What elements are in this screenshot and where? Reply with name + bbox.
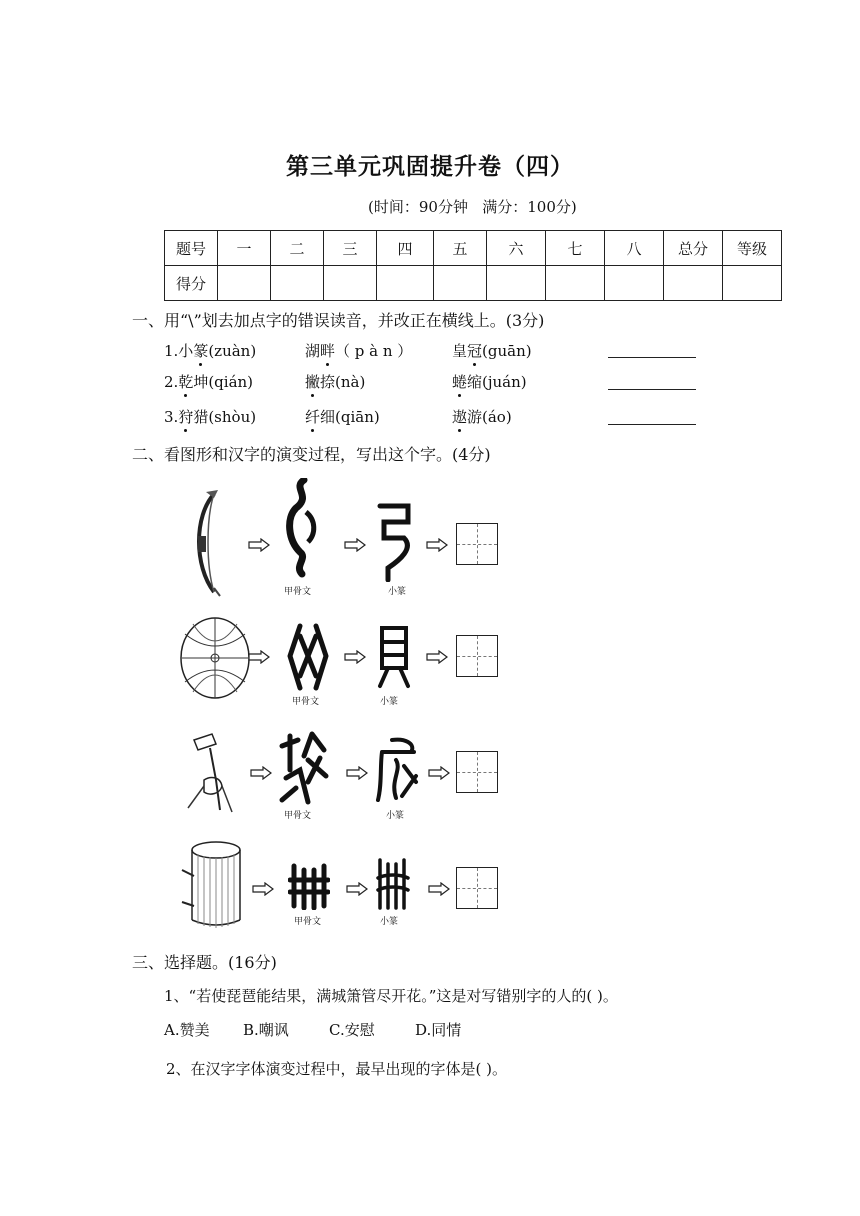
score-header-cell: 总分	[664, 231, 723, 266]
option-a[interactable]: A.赞美	[164, 1021, 210, 1039]
score-cell[interactable]	[324, 266, 377, 301]
pinyin-item: 皇冠(guān)	[452, 342, 532, 360]
exam-info: (时间：90分钟 满分：100分)	[368, 198, 577, 216]
arrow-icon	[252, 882, 274, 896]
option-c[interactable]: C.安慰	[329, 1021, 375, 1039]
section1-heading: 一、用“\”划去加点字的错误读音，并改正在横线上。(3分)	[132, 311, 545, 330]
arrow-icon	[346, 882, 368, 896]
dotted-char: 篆	[193, 342, 209, 360]
seal-label: 小篆	[388, 587, 407, 597]
answer-blank[interactable]	[608, 424, 696, 425]
score-cell[interactable]	[377, 266, 434, 301]
dotted-char: 狩	[178, 408, 194, 426]
question-1: 1、“若使琵琶能结果，满城箫管尽开花。”这是对写错别字的人的( )。	[164, 987, 618, 1005]
arrow-icon	[428, 882, 450, 896]
score-row-label: 得分	[165, 266, 218, 301]
bow-seal-glyph	[374, 498, 418, 582]
arrow-icon	[248, 650, 270, 664]
oracle-label: 甲骨文	[284, 587, 312, 597]
score-table	[164, 230, 782, 301]
score-header-cell: 七	[546, 231, 605, 266]
arrow-icon	[428, 766, 450, 780]
arrow-icon	[346, 766, 368, 780]
score-cell[interactable]	[487, 266, 546, 301]
oracle-label: 甲骨文	[284, 811, 312, 821]
score-header-cell: 二	[271, 231, 324, 266]
bamboo-oracle-glyph	[288, 862, 330, 910]
answer-box[interactable]	[456, 751, 498, 793]
oracle-label: 甲骨文	[292, 697, 320, 707]
score-table-score-row	[165, 266, 782, 301]
seal-label: 小篆	[380, 697, 399, 707]
dotted-char: 乾	[178, 373, 194, 391]
question-2: 2、在汉字字体演变过程中，最早出现的字体是( )。	[166, 1060, 508, 1078]
dotted-char: 畔	[320, 342, 336, 360]
hand-picture	[180, 730, 242, 814]
score-header-cell: 五	[434, 231, 487, 266]
bow-picture	[184, 488, 232, 598]
score-cell[interactable]	[271, 266, 324, 301]
section3-heading: 三、选择题。(16分)	[132, 953, 277, 972]
section2-heading: 二、看图形和汉字的演变过程，写出这个字。(4分)	[132, 445, 491, 464]
answer-box[interactable]	[456, 635, 498, 677]
hand-oracle-glyph	[278, 730, 332, 806]
dotted-char: 纤	[305, 408, 321, 426]
shell-picture	[178, 614, 252, 702]
seal-label: 小篆	[380, 917, 399, 927]
arrow-icon	[344, 650, 366, 664]
bamboo-slips-picture	[178, 840, 244, 930]
arrow-icon	[250, 766, 272, 780]
answer-box[interactable]	[456, 523, 498, 565]
score-header-cell: 一	[218, 231, 271, 266]
pinyin-item: 蜷缩(juán)	[452, 373, 527, 391]
arrow-icon	[426, 538, 448, 552]
arrow-icon	[248, 538, 270, 552]
shell-seal-glyph	[376, 624, 412, 690]
dotted-char: 蜷	[452, 373, 468, 391]
option-d[interactable]: D.同情	[415, 1021, 462, 1039]
answer-blank[interactable]	[608, 357, 696, 358]
pinyin-item: 湖畔（ p à n ）	[305, 342, 413, 360]
dotted-char: 遨	[452, 408, 468, 426]
pinyin-item: 2.乾坤(qián)	[164, 373, 254, 391]
bow-oracle-glyph	[282, 478, 328, 578]
score-header-cell: 八	[605, 231, 664, 266]
score-header-cell: 三	[324, 231, 377, 266]
page-title: 第三单元巩固提升卷（四）	[286, 153, 574, 180]
dotted-char: 冠	[467, 342, 483, 360]
dotted-char: 撇	[305, 373, 321, 391]
pinyin-item: 撇捺(nà)	[305, 373, 366, 391]
score-cell[interactable]	[664, 266, 723, 301]
score-table-header-row	[165, 231, 782, 266]
hand-seal-glyph	[374, 736, 420, 804]
score-cell[interactable]	[723, 266, 782, 301]
score-header-cell: 等级	[723, 231, 782, 266]
shell-oracle-glyph	[286, 622, 330, 692]
oracle-label: 甲骨文	[294, 917, 322, 927]
pinyin-item: 遨游(áo)	[452, 408, 512, 426]
score-header-cell: 题号	[165, 231, 218, 266]
arrow-icon	[344, 538, 366, 552]
answer-box[interactable]	[456, 867, 498, 909]
bamboo-seal-glyph	[376, 856, 410, 912]
seal-label: 小篆	[386, 811, 405, 821]
score-cell[interactable]	[605, 266, 664, 301]
score-header-cell: 六	[487, 231, 546, 266]
option-b[interactable]: B.嘲讽	[243, 1021, 289, 1039]
score-cell[interactable]	[434, 266, 487, 301]
pinyin-item: 3.狩猎(shòu)	[164, 408, 257, 426]
arrow-icon	[426, 650, 448, 664]
answer-blank[interactable]	[608, 389, 696, 390]
score-cell[interactable]	[546, 266, 605, 301]
score-header-cell: 四	[377, 231, 434, 266]
score-cell[interactable]	[218, 266, 271, 301]
pinyin-item: 纤细(qiān)	[305, 408, 380, 426]
pinyin-item: 1.小篆(zuàn)	[164, 342, 257, 360]
